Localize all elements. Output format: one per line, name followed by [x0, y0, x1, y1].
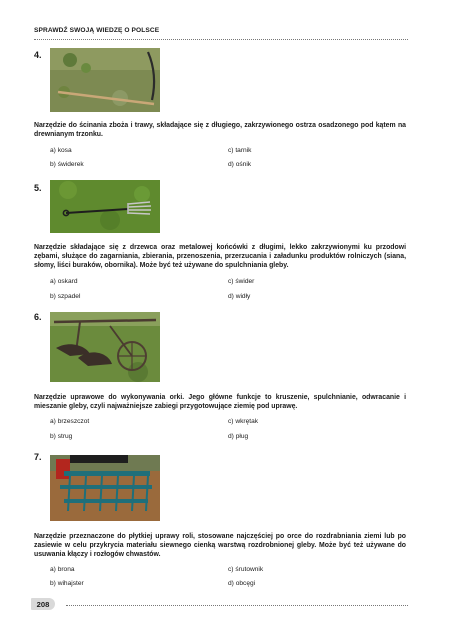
question-number-4: 4. — [34, 50, 42, 60]
option-d-5[interactable]: d) widły — [228, 293, 251, 300]
harrow-photo — [50, 455, 160, 521]
option-a-5[interactable]: a) oskard — [50, 278, 78, 285]
option-d-7[interactable]: d) obcęgi — [228, 580, 256, 587]
option-c-6[interactable]: c) wkrętak — [228, 418, 259, 425]
question-number-7: 7. — [34, 452, 42, 462]
question-text-7: Narzędzie przeznaczone do płytkiej uprawy roli, stosowane najczęściej po orce do rozdrabniania ziemi lub po zasiewie w celu przykrycia materiału siewnego cienką warstwą rozdrobnionej gleby. Może być też używane do usuwania kłączy i rozłogów chwastów. — [34, 533, 406, 559]
plough-photo — [50, 312, 160, 382]
section-header: SPRAWDŹ SWOJĄ WIEDZĘ O POLSCE — [34, 27, 160, 34]
option-d-6[interactable]: d) pług — [228, 433, 249, 440]
question-number-5: 5. — [34, 183, 42, 193]
option-b-7[interactable]: b) wihajster — [50, 580, 84, 587]
question-text-4: Narzędzie do ścinania zboża i trawy, składające się z długiego, zakrzywionego ostrza osadzonego pod kątem na drewnianym trzonku. — [34, 122, 406, 139]
scythe-photo — [50, 48, 160, 112]
option-b-5[interactable]: b) szpadel — [50, 293, 81, 300]
header-divider — [34, 39, 408, 40]
page-number: 208 — [31, 598, 55, 610]
question-text-6: Narzędzie uprawowe do wykonywania orki. Jego główne funkcje to kruszenie, spulchnianie, odwracanie i mieszanie gleby, czyli najważniejsze zabiegi przygotowujące ziemię pod uprawę. — [34, 394, 406, 411]
option-c-7[interactable]: c) śrutownik — [228, 566, 264, 573]
option-a-6[interactable]: a) brzeszczot — [50, 418, 90, 425]
question-text-5: Narzędzie składające się z drzewca oraz metalowej końcówki z długimi, lekko zakrzywionymi ku przodowi zębami, służące do zagarniania, zbierania, przenoszenia, przerzucania i załadunku produktów rolniczych (siana, słomy, liści buraków, obornika). Może być też używane do spulchniania gleby. — [34, 244, 406, 270]
question-number-6: 6. — [34, 312, 42, 322]
option-c-5[interactable]: c) świder — [228, 278, 255, 285]
option-b-4[interactable]: b) świderek — [50, 161, 84, 168]
option-a-7[interactable]: a) brona — [50, 566, 75, 573]
option-a-4[interactable]: a) kosa — [50, 147, 72, 154]
pitchfork-photo — [50, 180, 160, 233]
option-b-6[interactable]: b) strug — [50, 433, 73, 440]
option-d-4[interactable]: d) ośnik — [228, 161, 252, 168]
option-c-4[interactable]: c) tarnik — [228, 147, 252, 154]
footer-divider — [66, 605, 408, 606]
